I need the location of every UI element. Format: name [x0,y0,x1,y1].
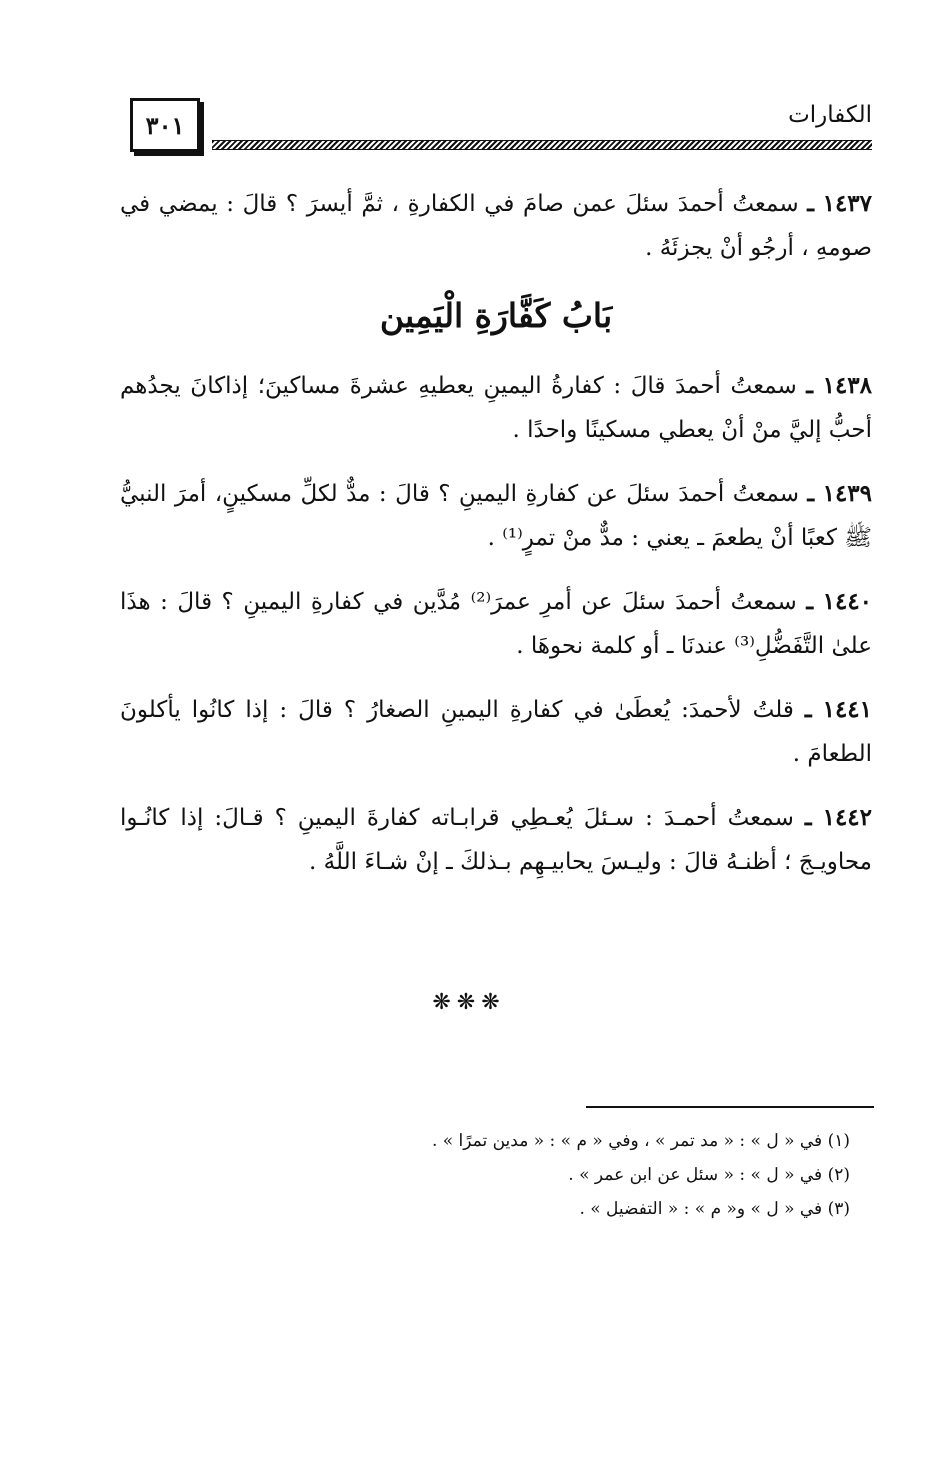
chapter-title: بَابُ كَفَّارَةِ الْيَمِين [379,296,613,335]
entry-number: ١٤٣٧ [822,190,873,217]
page-number-box [130,98,200,152]
footnote-1: (١) في « ل » : « مد تمر » ، وفي « م » : « مدين تمرًا » . [431,1131,850,1151]
page-number: ٣٠١ [145,110,185,140]
entry-1437 [120,182,872,270]
entry-number: ١٤٤٠ [822,588,873,615]
entry-1440 [120,580,872,668]
entry-dash: ـ [804,804,812,831]
entry-1442 [120,796,872,884]
entry-text: سمعتُ أحمدَ سئلَ عن كفارةِ اليمينِ ؟ قالَ : مدٌّ لكلِّ مسكينٍ، أمرَ النبيُّ ﷺ كعبًا أنْ يطعمَ ـ يعني : مدٌّ منْ تمرٍ⁽¹⁾ . [120,481,872,551]
entry-1441 [120,688,872,776]
footnote-3: (٣) في « ل » و« م » : « التفضيل » . [579,1199,850,1219]
section-separator: ❋❋❋ [432,990,506,1015]
entry-dash: ـ [804,696,812,723]
entry-number: ١٤٤٢ [822,804,873,831]
footnote-rule [586,1106,874,1108]
entry-number: ١٤٣٨ [822,372,873,399]
running-title: الكفارات [788,102,872,128]
header-rule [212,140,872,150]
main-text [120,182,872,904]
entry-dash: ـ [807,480,815,507]
entry-text: سمعتُ أحمدَ سئلَ عن أمرِ عمرَ⁽²⁾ مُدَّين في كفارةِ اليمينِ ؟ قالَ : هذَا علىٰ التَّفَضُّلِ⁽³⁾ عندنَا ـ أو كلمة نحوهَا . [120,589,872,659]
entry-text: سمعتُ أحمدَ قالَ : كفارةُ اليمينِ يعطيهِ عشرةَ مساكينَ؛ إذاكانَ يجدُهم أحبُّ إليَّ منْ أنْ يعطي مسكينًا واحدًا . [120,373,872,443]
entry-number: ١٤٤١ [822,696,873,723]
footnotes [300,1124,850,1226]
entry-1438 [120,364,872,452]
footnote-2: (٢) في « ل » : « سئل عن ابن عمر » . [568,1165,850,1185]
entry-dash: ـ [807,190,814,217]
entry-dash: ـ [806,588,814,615]
entry-text: سمعتُ أحمدَ سئلَ عمن صامَ في الكفارةِ ، ثمَّ أيسرَ ؟ قالَ : يمضي في صومهِ ، أرجُو أنْ يجزئَهُ . [120,191,872,261]
entry-text: قلتُ لأحمدَ: يُعطَىٰ في كفارةِ اليمينِ الصغارُ ؟ قالَ : إذا كانُوا يأكلونَ الطعامَ . [120,697,872,767]
entry-number: ١٤٣٩ [822,480,873,507]
entry-dash: ـ [806,372,814,399]
entry-text: سمعتُ أحمـدَ : سـئلَ يُعـطِي قرابـاته كفارةَ اليمينِ ؟ قـالَ: إذا كانُـوا محاويـجَ ؛ أظنـهُ قالَ : وليـسَ يحابيـهِم بـذلكَ ـ إنْ شـاءَ اللَّهُ . [120,805,872,875]
page-header [130,98,872,160]
entry-1439 [120,472,872,560]
